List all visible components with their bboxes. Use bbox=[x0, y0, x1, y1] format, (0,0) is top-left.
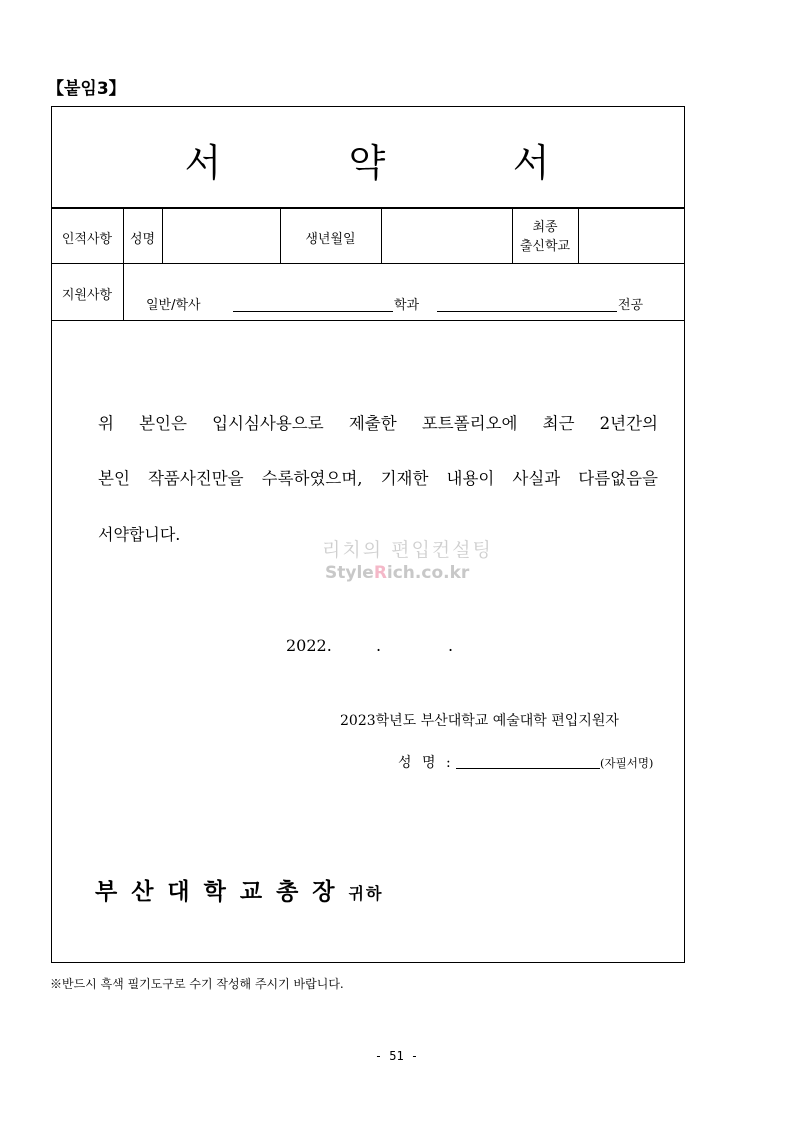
title-char-1: 서 bbox=[184, 141, 224, 185]
birth-label: 생년월일 bbox=[305, 232, 356, 247]
footer-note: ※반드시 흑색 필기도구로 수기 작성해 주시기 바랍니다. bbox=[50, 977, 344, 991]
row-divider-1 bbox=[51, 263, 685, 264]
school-label-line1: 최종 bbox=[532, 220, 558, 235]
pledge-line-3: 서약합니다. bbox=[98, 525, 181, 544]
school-label bbox=[512, 218, 578, 256]
watermark-prefix: Style bbox=[325, 563, 374, 583]
name-label: 성명 bbox=[129, 232, 156, 247]
col-divider-section bbox=[123, 208, 124, 320]
col-divider-school bbox=[578, 208, 579, 263]
signature-note: (자필서명) bbox=[600, 756, 654, 770]
page-number: - 51 - bbox=[374, 1049, 419, 1063]
school-label-line2: 출신학교 bbox=[519, 239, 571, 254]
dept-field[interactable] bbox=[233, 311, 393, 312]
date-year: 2022. bbox=[286, 636, 332, 655]
title-char-3: 서 bbox=[512, 141, 552, 185]
date-month-sep: . bbox=[376, 636, 382, 655]
watermark-line1: 리치의 편입컨설팅 bbox=[322, 539, 493, 561]
addressee bbox=[95, 873, 383, 906]
application-type: 일반/학사 bbox=[146, 298, 201, 313]
form-title bbox=[51, 132, 685, 187]
title-char-2: 약 bbox=[348, 141, 388, 185]
pledge-line-1: 위 본인은 입시심사용으로 제출한 포트폴리오에 최근 2년간의 bbox=[98, 414, 658, 433]
major-field[interactable] bbox=[437, 311, 617, 312]
addressee-suffix: 귀하 bbox=[348, 884, 384, 903]
signature-label: 성 명 : bbox=[398, 755, 454, 771]
personal-info-label: 인적사항 bbox=[61, 232, 113, 247]
watermark-accent: R bbox=[373, 563, 387, 583]
watermark-line2 bbox=[325, 563, 469, 583]
title-divider bbox=[51, 207, 685, 209]
attachment-label: 【붙임3】 bbox=[47, 79, 126, 99]
major-suffix: 전공 bbox=[618, 298, 644, 313]
signature-field[interactable] bbox=[456, 768, 600, 769]
col-divider-birth bbox=[381, 208, 382, 263]
application-label: 지원사항 bbox=[61, 288, 113, 303]
applicant-line: 2023학년도 부산대학교 예술대학 편입지원자 bbox=[340, 713, 619, 729]
date-day-sep: . bbox=[448, 636, 454, 655]
pledge-line-2: 본인 작품사진만을 수록하였으며, 기재한 내용이 사실과 다름없음을 bbox=[98, 469, 658, 488]
dept-suffix: 학과 bbox=[394, 298, 420, 313]
addressee-name: 부산대학교총장 bbox=[95, 879, 349, 905]
col-divider-name bbox=[162, 208, 163, 263]
watermark-suffix: ich.co.kr bbox=[386, 563, 470, 583]
row-divider-2 bbox=[51, 320, 685, 321]
